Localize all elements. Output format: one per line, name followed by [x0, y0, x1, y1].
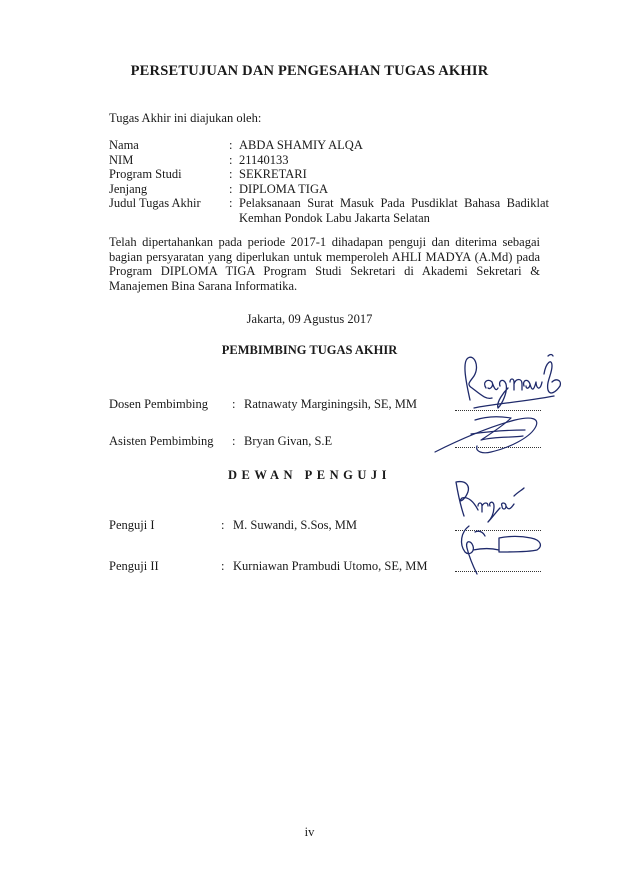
examiner-heading: DEWAN PENGUJI: [227, 468, 392, 482]
info-label: Nama: [109, 138, 139, 152]
info-row-title: [109, 196, 549, 225]
info-value: ABDA SHAMIY ALQA: [239, 138, 363, 152]
info-row-program: [109, 167, 549, 182]
intro-text: Tugas Akhir ini diajukan oleh:: [109, 111, 262, 125]
examiner-row: [109, 518, 357, 533]
info-colon: :: [229, 181, 233, 196]
signature-colon: :: [232, 434, 236, 448]
info-label: NIM: [109, 152, 134, 167]
signature-role: Penguji II: [109, 559, 159, 573]
examiner2-signature-icon: [455, 522, 550, 578]
advisor-row: [109, 397, 417, 412]
info-label: Judul Tugas Akhir: [109, 196, 201, 210]
assistant-advisor-row: [109, 434, 332, 449]
info-value: DIPLOMA TIGA: [239, 181, 329, 196]
examiner-row: [109, 559, 427, 574]
signature-colon: :: [221, 559, 225, 573]
signature-name: Bryan Givan, S.E: [244, 434, 333, 448]
advisor-heading: PEMBIMBING TUGAS AKHIR: [221, 343, 398, 357]
student-info-table: [109, 138, 549, 225]
info-colon: :: [229, 196, 233, 210]
info-row-name: [109, 138, 549, 153]
info-colon: :: [229, 138, 233, 152]
info-value: Pelaksanaan Surat Masuk Pada Pusdiklat Bahasa Badiklat Kemhan Pondok Labu Jakarta Selatan: [239, 196, 549, 225]
page-title: PERSETUJUAN DAN PENGESAHAN TUGAS AKHIR: [130, 63, 489, 79]
info-colon: :: [229, 167, 233, 181]
signature-colon: :: [221, 518, 225, 532]
info-colon: :: [229, 152, 233, 167]
signature-colon: :: [232, 397, 236, 411]
signature-role: Asisten Pembimbing: [109, 434, 214, 448]
info-label: Program Studi: [109, 167, 182, 181]
signature-name: M. Suwandi, S.Sos, MM: [233, 518, 357, 532]
signature-name: Ratnawaty Marginingsih, SE, MM: [244, 397, 418, 411]
info-label: Jenjang: [109, 181, 148, 196]
info-row-nim: [109, 153, 549, 168]
signature-name: Kurniawan Prambudi Utomo, SE, MM: [233, 559, 428, 573]
page-number: iv: [304, 825, 315, 839]
assistant-signature-icon: [425, 410, 555, 460]
info-row-level: [109, 182, 549, 197]
signature-role: Dosen Pembimbing: [109, 397, 208, 411]
advisor-signature-icon: [452, 352, 572, 417]
signature-role: Penguji I: [109, 518, 155, 532]
statement-paragraph: Telah dipertahankan pada periode 2017-1 dihadapan penguji dan diterima sebagai bagian persyaratan yang diperlukan untuk memperoleh AHLI MADYA (A.Md) pada Program DIPLOMA TIGA Program Studi Sekretari di Akademi Sekretari & Manajemen Bina Sarana Informatika.: [109, 235, 540, 293]
place-date: Jakarta, 09 Agustus 2017: [246, 312, 373, 326]
info-value: SEKRETARI: [239, 167, 307, 181]
info-value: 21140133: [239, 152, 289, 167]
